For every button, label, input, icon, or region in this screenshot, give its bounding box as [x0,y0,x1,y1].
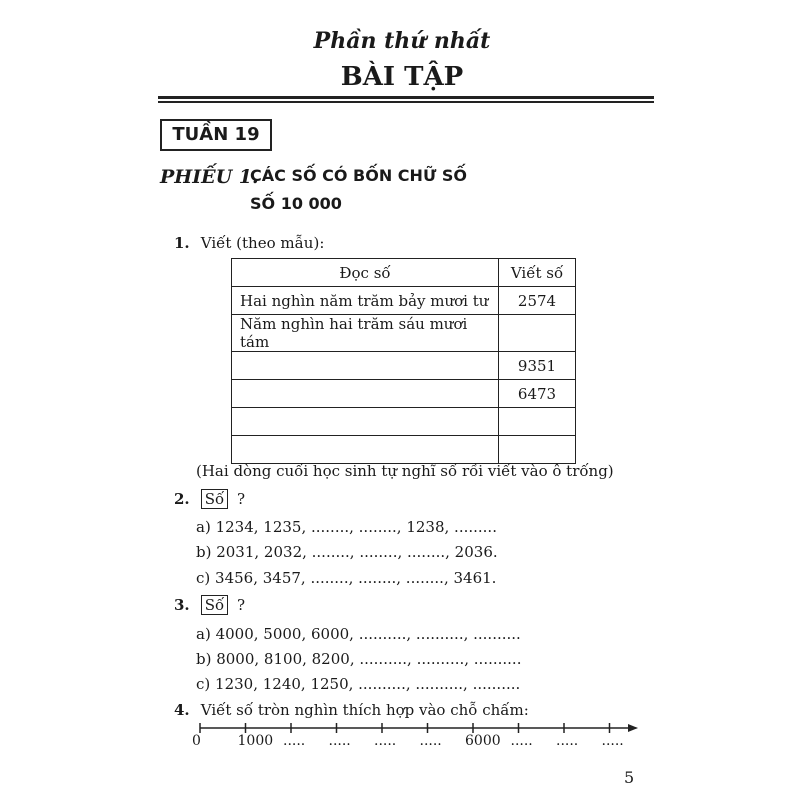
title-rule-thick [158,96,654,99]
table-cell-write [499,408,576,436]
page-number: 5 [624,768,635,787]
table-cell-read [232,436,499,464]
number-line-label: ..... [419,733,442,749]
sheet-title-line2: SỐ 10 000 [250,194,342,213]
table-cell-write: 6473 [499,380,576,408]
table-row [232,352,576,380]
page-title: BÀI TẬP [340,62,464,92]
question-4-number: 4. [174,701,190,719]
table-header-write: Viết số [499,259,576,287]
question-2-item-c: c) 3456, 3457, ........, ........, ........, 3461. [196,569,497,587]
question-2-mark: ? [237,490,246,508]
table-header-read: Đọc số [232,259,499,287]
table-row [232,436,576,464]
table-row [232,287,576,315]
question-3-item-b: b) 8000, 8100, 8200, .........., .........., .......... [196,650,522,668]
question-2-item-a: a) 1234, 1235, ........, ........, 1238, ......... [196,518,497,536]
table-row [232,315,576,352]
sheet-label: PHIẾU 1. [160,166,259,188]
question-3-item-c: c) 1230, 1240, 1250, .........., .........., .......... [196,675,521,693]
number-line-arrow [628,724,638,732]
number-line-label: ..... [374,733,397,749]
number-line-label: 6000 [465,733,501,749]
question-4-prompt: Viết số tròn nghìn thích hợp vào chỗ chấm: [200,701,529,719]
question-3-number: 3. [174,596,190,614]
table-header-row [232,259,576,287]
question-3-item-a: a) 4000, 5000, 6000, .........., .........., .......... [196,625,521,643]
table-cell-read: Năm nghìn hai trăm sáu mươi tám [232,315,499,352]
part-title: Phần thứ nhất [313,28,491,54]
question-3-box: Số [201,595,228,615]
question-2-item-b: b) 2031, 2032, ........, ........, ........, 2036. [196,543,498,561]
question-2 [174,489,245,509]
number-line-label: ..... [328,733,351,749]
table-row [232,380,576,408]
number-line-label: ..... [283,733,306,749]
week-label: TUẦN 19 [160,119,272,151]
question-1-prompt: Viết (theo mẫu): [200,234,325,252]
table-cell-read: Hai nghìn năm trăm bảy mươi tư [232,287,499,315]
table-cell-write: 9351 [499,352,576,380]
title-rule-thin [158,101,654,103]
table-cell-read [232,408,499,436]
number-table [231,258,576,464]
number-line-label: ..... [601,733,624,749]
number-line-label: 0 [192,733,201,749]
number-line-label: ..... [556,733,579,749]
number-line-label: 1000 [237,733,274,749]
question-2-number: 2. [174,490,190,508]
number-line-label: ..... [510,733,533,749]
question-1-note: (Hai dòng cuối học sinh tự nghĩ số rồi viết vào ô trống) [196,462,614,480]
question-4 [174,701,529,719]
question-2-box: Số [201,489,228,509]
question-3-mark: ? [237,596,246,614]
table-cell-write [499,436,576,464]
table-cell-write [499,315,576,352]
table-cell-read [232,352,499,380]
question-1-number: 1. [174,234,190,252]
table-cell-write: 2574 [499,287,576,315]
sheet-title-line1: CÁC SỐ CÓ BỐN CHỮ SỐ [250,166,467,185]
table-cell-read [232,380,499,408]
table-row [232,408,576,436]
question-3 [174,595,245,615]
question-1 [174,234,324,252]
